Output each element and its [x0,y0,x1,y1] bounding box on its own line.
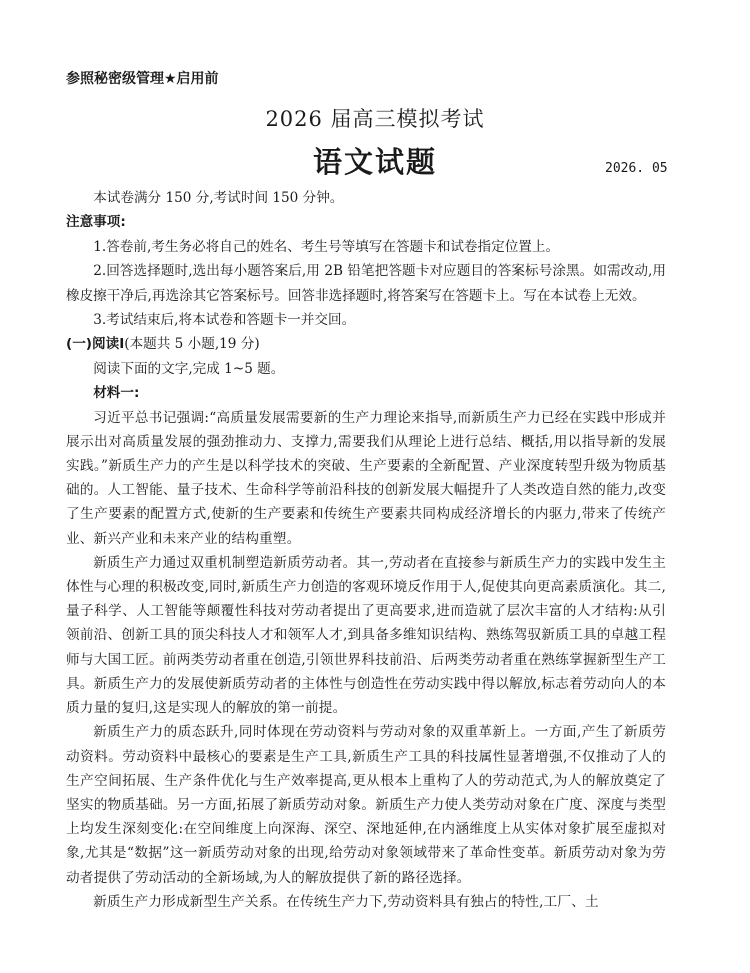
section-label: (一)阅读Ⅰ [66,336,125,353]
notice-item: 2.回答选择题时,选出每小题答案后,用 2B 铅笔把答题卡对应题目的答案标号涂黑。如需改动,用橡皮擦干净后,再选涂其它答案标号。回答非选择题时,将答案写在答题卡上。写在本试卷上无效。 [66,263,666,304]
subject-title: 语文试题 [312,145,437,179]
passage-paragraph: 新质生产力的质态跃升,同时体现在劳动资料与劳动对象的双重革新上。一方面,产生了新质劳动资料。劳动资料中最核心的要素是生产工具,新质生产工具的科技属性显著增强,不仅推动了人的生产空间拓展、生产条件优化与生产效率提高,更从根本上重构了人的劳动范式,为人的解放奠定了坚实的物质基础。另一方面,拓展了新质劳动对象。新质生产力使人类劳动对象在广度、深度与类型上均发生深刻变化:在空间维度上向深海、深空、深地延伸,在内涵维度上从实体对象扩展至虚拟对象,尤其是“数据”这一新质劳动对象的出现,给劳动对象领域带来了革命性变革。新质劳动对象为劳动者提供了劳动活动的全新场域,为人的解放提供了新的路径选择。 [66,724,666,886]
exam-date: 2026. 05 [605,161,668,176]
passage-paragraph: 习近平总书记强调:“高质量发展需要新的生产力理论来指导,而新质生产力已经在实践中形成并展示出对高质量发展的强劲推动力、支撑力,需要我们从理论上进行总结、概括,用以指导新的发展实践。”新质生产力的产生是以科学技术的突破、生产要素的全新配置、产业深度转型升级为物质基础的。人工智能、量子技术、生命科学等前沿科技的创新发展大幅提升了人类改造自然的能力,改变了生产要素的配置方式,使新的生产要素和传统生产要素共同构成经济增长的内驱力,带来了传统产业、新兴产业和未来产业的结构重塑。 [66,409,666,547]
score-info: 本试卷满分 150 分,考试时间 150 分钟。 [93,190,344,206]
exam-body [66,186,666,914]
passage-paragraph: 新质生产力形成新型生产关系。在传统生产力下,劳动资料具有独占的特性,工厂、土 [93,893,599,910]
passage-paragraph: 新质生产力通过双重机制塑造新质劳动者。其一,劳动者在直接参与新质生产力的实践中发生主体性与心理的积极改变,同时,新质生产力创造的客观环境反作用于人,促使其向更高素质演化。其二,量子科学、人工智能等颠覆性科技对劳动者提出了更高要求,进而造就了层次丰富的人才结构:从引领前沿、创新工具的顶尖科技人才和领军人才,到具备多维知识结构、熟练驾驭新质工具的卓越工程师与大国工匠。前两类劳动者重在创造,引领世界科技前沿、后两类劳动者重在熟练掌握新型生产工具。新质生产力的发展使新质劳动者的主体性与创造性在劳动实践中得以解放,标志着劳动向人的本质力量的复归,这是实现人的解放的第一前提。 [66,554,666,717]
section-instruction: 阅读下面的文字,完成 1~5 题。 [93,360,285,377]
confidentiality-note: 参照秘密级管理★启用前 [66,71,219,87]
notice-item: 1.答卷前,考生务必将自己的姓名、考生号等填写在答题卡和试卷指定位置上。 [93,238,560,255]
material-label: 材料一: [93,385,140,402]
section-meta: (本题共 5 小题,19 分) [124,336,260,353]
notice-item: 3.考试结束后,将本试卷和答题卡一并交回。 [93,312,356,329]
exam-title: 2026 届高三模拟考试 [265,107,485,131]
section-heading [66,332,666,356]
notice-heading: 注意事项: [66,214,126,231]
